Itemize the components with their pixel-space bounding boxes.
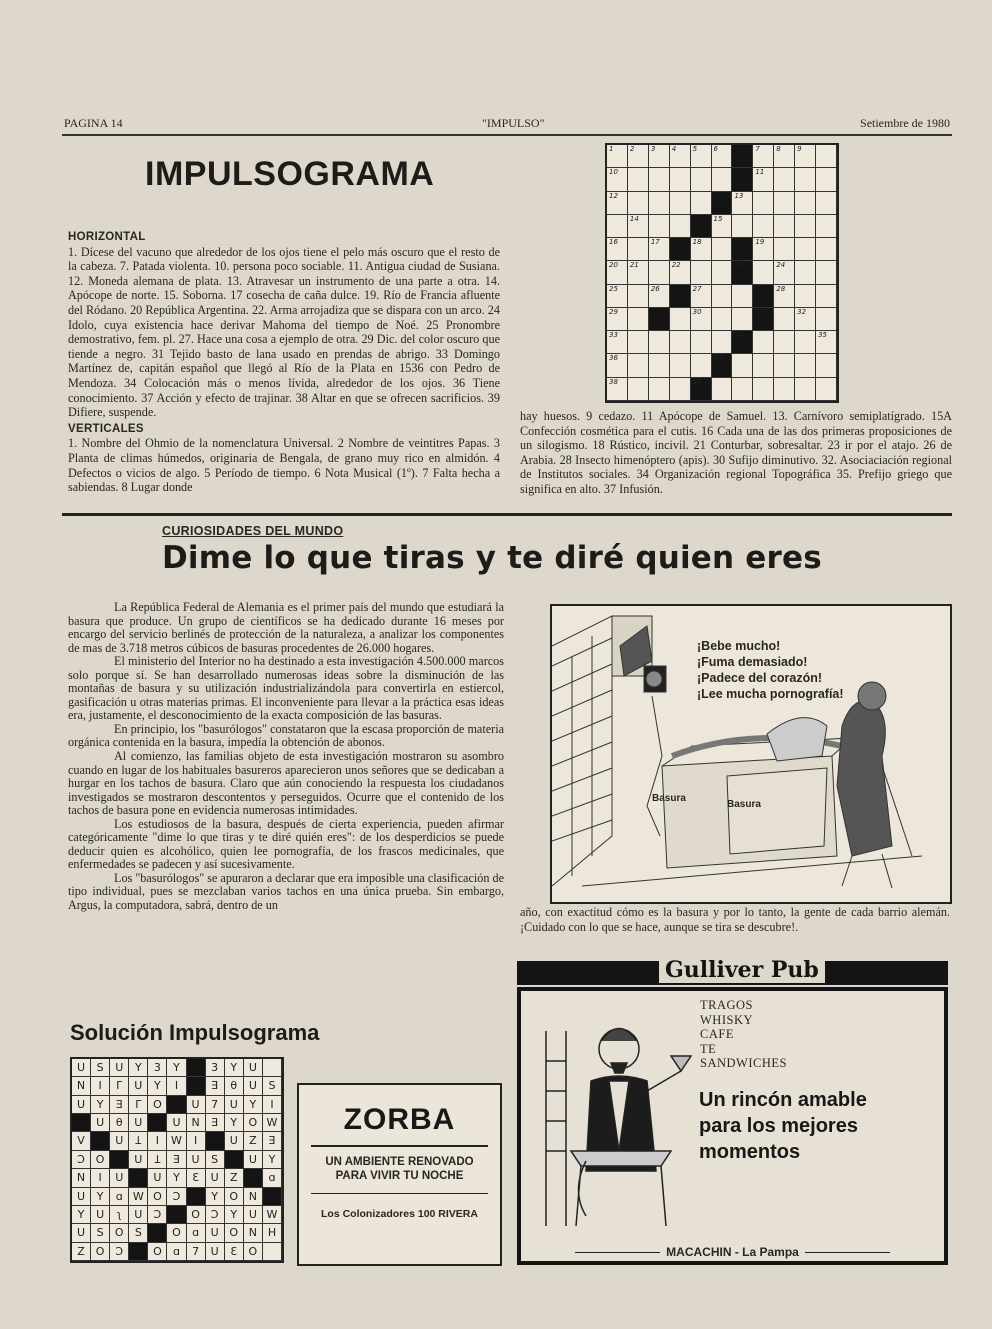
crossword-cell [795, 354, 816, 377]
speech-line: ¡Lee mucha pornografía! [697, 687, 844, 701]
solution-cell: S [206, 1151, 225, 1169]
crossword-cell [670, 378, 691, 401]
solution-cell: U [225, 1132, 244, 1150]
crossword-cell [774, 331, 795, 354]
solution-cell [72, 1114, 91, 1132]
solution-cell: ʅ [110, 1206, 129, 1224]
solution-cell: W [263, 1206, 282, 1224]
crossword-cell [774, 238, 795, 261]
crossword-cell [712, 285, 733, 308]
solution-cell: U [129, 1206, 148, 1224]
crossword-cell [670, 215, 691, 238]
crossword-cell: 29 [607, 308, 628, 331]
waiter-illustration [531, 1001, 701, 1231]
crossword-cell [795, 168, 816, 191]
horizontal-heading: HORIZONTAL [68, 231, 146, 243]
solution-cell: ɑ [110, 1188, 129, 1206]
speech-line: ¡Fuma demasiado! [697, 655, 808, 669]
crossword-cell [753, 285, 774, 308]
solution-cell: U [187, 1151, 206, 1169]
gulliver-name: Gulliver Pub [659, 957, 825, 983]
issue-date: Setiembre de 1980 [860, 116, 950, 130]
solution-cell: U [91, 1206, 110, 1224]
crossword-cell [691, 331, 712, 354]
solution-cell: Y [72, 1206, 91, 1224]
solution-cell: U [167, 1114, 186, 1132]
solution-cell: I [148, 1132, 167, 1150]
vertical-heading: VERTICALES [68, 422, 144, 435]
solution-cell: O [91, 1243, 110, 1261]
solution-cell: U [244, 1077, 263, 1095]
crossword-cell: 5 [691, 145, 712, 168]
solution-cell: U [72, 1224, 91, 1242]
crossword-cell [732, 285, 753, 308]
crossword-cell: 2 [628, 145, 649, 168]
menu-item: TE [700, 1041, 717, 1056]
solution-cell: S [91, 1059, 110, 1077]
solution-cell: U [72, 1096, 91, 1114]
crossword-cell [712, 192, 733, 215]
solution-cell: O [244, 1243, 263, 1261]
solution-cell: U [72, 1059, 91, 1077]
crossword-cell [795, 285, 816, 308]
solution-cell [187, 1077, 206, 1095]
crossword-cell [774, 168, 795, 191]
newspaper-name: "IMPULSO" [482, 116, 545, 130]
crossword-cell: 23 [732, 261, 753, 284]
crossword-cell: 6 [712, 145, 733, 168]
crossword-cell: 31 [753, 308, 774, 331]
solution-cell [129, 1169, 148, 1187]
solution-cell: U [72, 1188, 91, 1206]
solution-cell: Ɔ [110, 1243, 129, 1261]
solution-cell: ɑ [187, 1224, 206, 1242]
solution-cell: Y [225, 1114, 244, 1132]
crossword-cell [732, 378, 753, 401]
solution-cell: O [148, 1188, 167, 1206]
solution-cell [263, 1243, 282, 1261]
crossword-cell [732, 215, 753, 238]
crossword-cell: 22 [670, 261, 691, 284]
solution-cell: Y [263, 1151, 282, 1169]
crossword-cell: 25 [607, 285, 628, 308]
crossword-cell [774, 354, 795, 377]
crossword-cell: 17 [649, 238, 670, 261]
crossword-cell [712, 308, 733, 331]
section-divider [62, 513, 952, 516]
crossword-cell [753, 192, 774, 215]
solution-cell: O [225, 1188, 244, 1206]
crossword-cell: 35 [816, 331, 837, 354]
zorba-ad [297, 1083, 502, 1266]
menu-item: WHISKY [700, 1012, 753, 1027]
crossword-cell: 16 [607, 238, 628, 261]
crossword-cell [628, 192, 649, 215]
solution-cell: U [244, 1206, 263, 1224]
solution-cell: N [72, 1077, 91, 1095]
solution-cell: S [91, 1224, 110, 1242]
crossword-cell [712, 378, 733, 401]
crossword-cell [628, 285, 649, 308]
crossword-cell: 12 [607, 192, 628, 215]
crossword-cell [774, 378, 795, 401]
vertical-clues: 1. Nombre del Ohmio de la nomenclatura Universal. 2 Nombre de veintitres Papas. 3 Planta de climas húmedos, originaria de Bengala, de grano muy rico en almidón. 4 Defectos o vicios de algo. 5 Período de tiempo. 6 Nota Musical (1º). 7 Falta hecha a sabiendas. 8 Lugar donde [68, 436, 500, 495]
crossword-cell [628, 331, 649, 354]
crossword-grid [605, 143, 839, 403]
crossword-title: IMPULSOGRAMA [145, 155, 435, 193]
crossword-cell: 15 [712, 215, 733, 238]
solution-cell: Ǝ [263, 1132, 282, 1150]
crossword-cell [795, 261, 816, 284]
crossword-cell [712, 261, 733, 284]
solution-cell: Ɔ [72, 1151, 91, 1169]
crossword-cell [795, 192, 816, 215]
solution-cell: W [167, 1132, 186, 1150]
crossword-cell: 36 [607, 354, 628, 377]
crossword-cell [628, 378, 649, 401]
solution-cell: Y [129, 1059, 148, 1077]
solution-cell: U [206, 1224, 225, 1242]
crossword-cell [732, 145, 753, 168]
gulliver-location: MACACHIN - La Pampa [517, 1245, 948, 1259]
solution-cell: θ [110, 1114, 129, 1132]
crossword-cell [753, 261, 774, 284]
crossword-cell [628, 308, 649, 331]
crossword-cell [670, 238, 691, 261]
crossword-cell [816, 145, 837, 168]
zorba-name: ZORBA [343, 1103, 456, 1136]
crossword-cell: 1 [607, 145, 628, 168]
crossword-cell [691, 168, 712, 191]
solution-cell: ɑ [263, 1169, 282, 1187]
crossword-cell: 34 [732, 331, 753, 354]
solution-cell [167, 1096, 186, 1114]
crossword-cell: 26 [649, 285, 670, 308]
crossword-cell: 24 [774, 261, 795, 284]
crossword-cell [732, 354, 753, 377]
solution-cell: U [148, 1169, 167, 1187]
crossword-cell: 39 [691, 378, 712, 401]
solution-cell: θ [225, 1077, 244, 1095]
crossword-cell [795, 238, 816, 261]
page-number: PAGINA 14 [64, 116, 123, 130]
solution-cell [263, 1059, 282, 1077]
crossword-cell [649, 378, 670, 401]
solution-cell: N [244, 1224, 263, 1242]
solution-cell: Ǝ [110, 1096, 129, 1114]
crossword-cell [691, 261, 712, 284]
solution-cell: Ǝ [206, 1114, 225, 1132]
menu-item: SANDWICHES [700, 1056, 787, 1070]
solution-cell: U [225, 1096, 244, 1114]
crossword-cell: 4 [670, 145, 691, 168]
solution-cell: S [263, 1077, 282, 1095]
article-paragraph: Los estudiosos de la basura, después de cierta experiencia, pueden afirmar categóricamente "dime lo que tiras y te diré quién eres": de los desperdicios se puede deducir quien es alcohólico, quien lee pornografía, de los frascos medicinales, que enfermedades se padecen y así sucesivamente. [68, 816, 504, 872]
solution-grid [70, 1057, 284, 1263]
solution-cell: U [91, 1114, 110, 1132]
solution-cell: W [263, 1114, 282, 1132]
crossword-cell [649, 168, 670, 191]
crossword-cell [816, 192, 837, 215]
crossword-cell: 38 [607, 378, 628, 401]
article-paragraph: El ministerio del Interior no ha destinado a esta investigación 4.500.000 marcos solo porque sí. Se han desarrollado numerosas ideas sobre la disminución de las montañas de basura y su utilización industrializándola para convertirla en estiercol, gasificación u otras materias primas. El inconveniente para llevar a la práctica esas ideas era, justamente, el desconocimiento de la exacta composición de las basuras. [68, 654, 504, 723]
solution-cell: Y [167, 1059, 186, 1077]
solution-cell: Y [225, 1206, 244, 1224]
solution-cell: I [91, 1169, 110, 1187]
crossword-cell [670, 168, 691, 191]
solution-cell: I [263, 1096, 282, 1114]
crossword-cell [774, 308, 795, 331]
crossword-cell: 30 [691, 308, 712, 331]
solution-cell: I [187, 1132, 206, 1150]
solution-cell: O [91, 1151, 110, 1169]
solution-cell: H [263, 1224, 282, 1242]
crossword-cell: 18 [691, 238, 712, 261]
article-paragraph: Los "basurólogos" se apuraron a declarar que era imposible una clasificación de tipo individual, pues se mezclaban varios tachos en una única prueba. Sin embargo, Argus, la computadora, sabrá, dentro de un [68, 870, 504, 913]
crossword-cell [670, 285, 691, 308]
crossword-cell [607, 215, 628, 238]
crossword-cell [712, 238, 733, 261]
crossword-cell [628, 354, 649, 377]
solution-cell: Ʇ [129, 1132, 148, 1150]
crossword-cell [691, 215, 712, 238]
solution-cell [206, 1132, 225, 1150]
vertical-clues-continued: hay huesos. 9 cedazo. 11 Apócope de Samuel. 13. Carnívoro semiplatígrado. 15A Confección cosmética para el cutis. 16 Cada una de las dos primeras proposiciones de un silogismo. 18 Rústico, incivil. 21 Conturbar, sobresaltar. 23 ir por el atajo. 26 de Arabia. 28 Insecto himenóptero (apis). 30 Sufijo diminutivo. 32. Asociaciación regional de Institutos sociales. 34 Organización regional Topográfica 35. Prefijo griego que significa en alto. 37 Infusión. [520, 409, 952, 496]
crossword-cell: 7 [753, 145, 774, 168]
crossword-cell [774, 215, 795, 238]
solution-cell [148, 1114, 167, 1132]
crossword-cell [816, 215, 837, 238]
crossword-cell [649, 308, 670, 331]
crossword-cell [628, 238, 649, 261]
solution-cell: U [110, 1132, 129, 1150]
crossword-cell: 10 [607, 168, 628, 191]
solution-title: Solución Impulsograma [70, 1020, 320, 1045]
horizontal-clues: 1. Dícese del vacuno que alrededor de los ojos tiene el pelo más oscuro que el resto de la cabeza. 7. Patada violenta. 10. persona poco sociable. 11. Antigua ciudad de Susiana. 12. Moneda alemana de plata. 13. Atravesar un instrumento de una parte a otra. 14. Apócope de norte. 15. Soborna. 17 cosecha de caña dulce. 19. Río de Francia afluente del Ródano. 20 República Argentina. 22. Arma arrojadiza que se dispara con un arco. 24 Idolo, cuya existencia hace derivar Mahoma del tiempo de Noé. 25 Pronombre demostrativo, fem. pl. 27. Hace una cosa a ejemplo de otra. 29 Dic. del color oscuro que tiende a negro. 31 Tejido basto de lana usado en prendas de abrigo. 33 Domingo Martínez de, capitán español que llegó al Río de la Plata en 1536 con Pedro de Mendoza. 34 Colocación más o menos lívida, alrededor de los ojos. 36 Tiene conocimiento. 37 Acción y efecto de trajinar. 38 Altar en que se ofrecen sacrificios. 39 Difiere, suspende. [68, 244, 500, 420]
cartoon-illustration [550, 604, 952, 904]
solution-cell: Γ [129, 1096, 148, 1114]
solution-cell [91, 1132, 110, 1150]
crossword-cell [753, 331, 774, 354]
solution-cell: O [187, 1206, 206, 1224]
solution-cell: N [244, 1188, 263, 1206]
crossword-cell [649, 354, 670, 377]
solution-cell: Ɛ [187, 1169, 206, 1187]
solution-cell [187, 1188, 206, 1206]
crossword-cell [732, 168, 753, 191]
solution-cell: Y [167, 1169, 186, 1187]
solution-cell: ɑ [167, 1243, 186, 1261]
crossword-cell [816, 378, 837, 401]
solution-cell: N [187, 1114, 206, 1132]
crossword-cell: 19 [753, 238, 774, 261]
crossword-cell: 33 [607, 331, 628, 354]
solution-cell [129, 1243, 148, 1261]
section-label: CURIOSIDADES DEL MUNDO [162, 524, 344, 538]
solution-cell: 7 [187, 1243, 206, 1261]
crossword-cell [732, 238, 753, 261]
solution-cell: U [206, 1169, 225, 1187]
solution-cell [263, 1188, 282, 1206]
crossword-cell: 28 [774, 285, 795, 308]
solution-cell: U [110, 1169, 129, 1187]
solution-cell: O [244, 1114, 263, 1132]
solution-cell: U [206, 1243, 225, 1261]
solution-cell [148, 1224, 167, 1242]
crossword-cell [670, 354, 691, 377]
crossword-cell [816, 168, 837, 191]
crossword-cell [670, 331, 691, 354]
zorba-address: Los Colonizadores 100 RIVERA [311, 1193, 488, 1221]
crossword-cell [816, 308, 837, 331]
solution-cell: 3 [148, 1059, 167, 1077]
article-paragraph: Al comienzo, las familias objeto de esta investigación mostraron su asombro cuando en lugar de los habituales basureros aparecieron unos señores que se dedicaban a hurgar en los tachos de basura. Claro que aún conociendo la respuesta los ciudadanos investigados se mostraron descontentos y perseguidos. Ocurre que el contenido de los tachos de basura pone en evidencia numerosas intimidades. [68, 749, 504, 818]
solution-cell: Ɔ [167, 1188, 186, 1206]
crossword-cell [691, 354, 712, 377]
solution-cell: U [129, 1151, 148, 1169]
solution-cell: U [110, 1059, 129, 1077]
menu-item: TRAGOS [700, 998, 754, 1012]
bin-label: Basura [652, 793, 686, 804]
solution-cell: 7 [206, 1096, 225, 1114]
solution-cell: Γ [110, 1077, 129, 1095]
crossword-cell [753, 354, 774, 377]
clues-column [68, 228, 500, 495]
solution-cell: I [167, 1077, 186, 1095]
solution-cell: U [244, 1059, 263, 1077]
crossword-cell: 11 [753, 168, 774, 191]
solution-cell: Ǝ [167, 1151, 186, 1169]
page-header [62, 114, 952, 136]
crossword-cell: 14 [628, 215, 649, 238]
solution-cell [225, 1151, 244, 1169]
crossword-cell [670, 308, 691, 331]
solution-cell: Y [148, 1077, 167, 1095]
solution-cell: O [225, 1224, 244, 1242]
article-body [68, 601, 504, 913]
crossword-cell [649, 192, 670, 215]
gulliver-menu [700, 998, 787, 1071]
crossword-cell [816, 354, 837, 377]
crossword-cell [816, 238, 837, 261]
solution-cell: O [110, 1224, 129, 1242]
solution-cell: W [129, 1188, 148, 1206]
crossword-cell [649, 215, 670, 238]
crossword-cell [712, 168, 733, 191]
crossword-cell: 27 [691, 285, 712, 308]
crossword-cell: 3 [649, 145, 670, 168]
solution-cell: Z [244, 1132, 263, 1150]
solution-cell: Y [91, 1096, 110, 1114]
crossword-cell [649, 261, 670, 284]
crossword-cell [712, 331, 733, 354]
solution-cell: Z [72, 1243, 91, 1261]
crossword-cell: 13 [732, 192, 753, 215]
solution-cell: Y [244, 1096, 263, 1114]
crossword-cell [816, 261, 837, 284]
solution-cell: Ǝ [206, 1077, 225, 1095]
article-paragraph: La República Federal de Alemania es el primer país del mundo que estudiará la basura que produce. Un grupo de científicos se ha dedicado durante 16 meses por encargo del servicio berlinés de protección de la naturaleza, a analizar los componentes de mas de 3.718 metros cúbicos de basuras procedentes de 26.000 hogares. [68, 600, 504, 655]
solution-cell [187, 1059, 206, 1077]
solution-cell: 3 [206, 1059, 225, 1077]
crossword-cell [691, 192, 712, 215]
menu-item: CAFE [700, 1027, 734, 1041]
crossword-cell [649, 331, 670, 354]
speech-line: ¡Padece del corazón! [697, 671, 823, 685]
solution-cell: U [129, 1077, 148, 1095]
solution-cell: U [129, 1114, 148, 1132]
gulliver-ad [517, 957, 948, 1265]
cartoon-speech [697, 638, 844, 702]
crossword-cell [670, 192, 691, 215]
crossword-cell: 9 [795, 145, 816, 168]
crossword-cell [628, 168, 649, 191]
solution-cell: I [91, 1077, 110, 1095]
article-continuation: año, con exactitud cómo es la basura y por lo tanto, la gente de cada barrio alemán. ¡Cuidado con lo que se hace, aunque se tira se descubre!. [520, 905, 950, 934]
crossword-cell: 20 [607, 261, 628, 284]
solution-cell: Y [91, 1188, 110, 1206]
solution-cell: Y [206, 1188, 225, 1206]
solution-cell [110, 1151, 129, 1169]
solution-cell: S [129, 1224, 148, 1242]
speech-line: ¡Bebe mucho! [697, 639, 781, 653]
crossword-cell: 21 [628, 261, 649, 284]
solution-cell: O [148, 1243, 167, 1261]
solution-cell: N [72, 1169, 91, 1187]
article-paragraph: En principio, los "basurólogos" constataron que la escasa proporción de materia orgánica contenida en la basura, impedía la obtención de abonos. [68, 721, 504, 750]
solution-cell: Ɛ [225, 1243, 244, 1261]
crossword-cell: 32 [795, 308, 816, 331]
crossword-cell [795, 331, 816, 354]
crossword-cell [816, 285, 837, 308]
crossword-cell [753, 378, 774, 401]
bin-label-2: Basura [727, 799, 761, 810]
solution-cell [244, 1169, 263, 1187]
solution-cell: O [167, 1224, 186, 1242]
solution-cell: Ʇ [148, 1151, 167, 1169]
crossword-cell [774, 192, 795, 215]
solution-cell: U [187, 1096, 206, 1114]
solution-cell: O [148, 1096, 167, 1114]
crossword-cell [732, 308, 753, 331]
solution-cell: Ɔ [206, 1206, 225, 1224]
crossword-cell [795, 215, 816, 238]
zorba-tagline: UN AMBIENTE RENOVADO PARA VIVIR TU NOCHE [311, 1145, 488, 1183]
solution-cell: Y [225, 1059, 244, 1077]
solution-cell: V [72, 1132, 91, 1150]
crossword-cell: 37 [712, 354, 733, 377]
solution-cell: U [244, 1151, 263, 1169]
crossword-cell [795, 378, 816, 401]
article-headline: Dime lo que tiras y te diré quien eres [162, 540, 822, 576]
solution-cell: Ɔ [148, 1206, 167, 1224]
solution-cell: Z [225, 1169, 244, 1187]
solution-cell [167, 1206, 186, 1224]
gulliver-slogan: Un rincón amable para los mejores momentos [699, 1089, 867, 1163]
crossword-cell [753, 215, 774, 238]
crossword-cell: 8 [774, 145, 795, 168]
